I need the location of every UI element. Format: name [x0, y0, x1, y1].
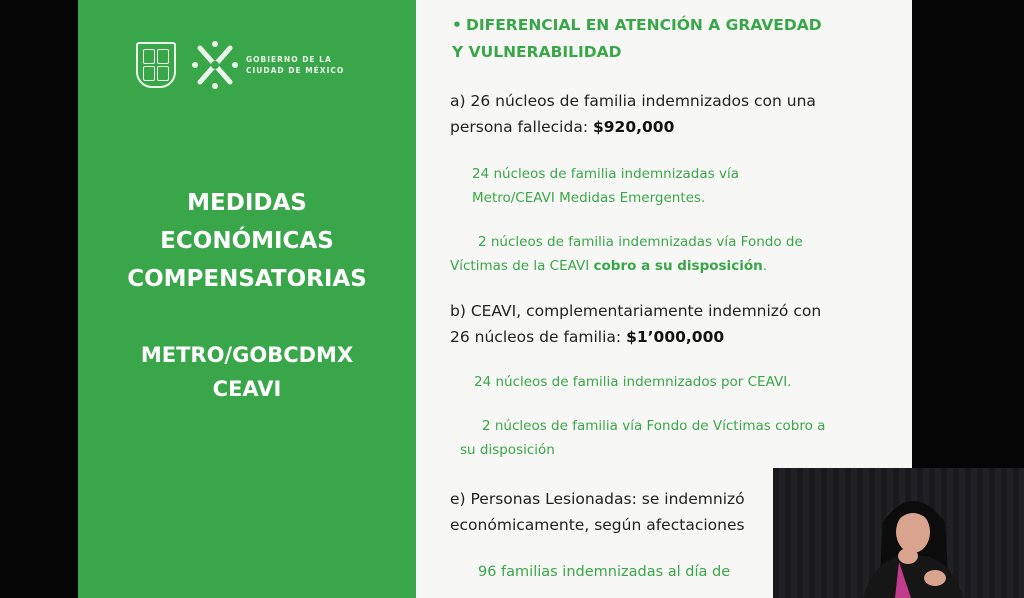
item-a: a) 26 núcleos de familia indemnizados con una persona fallecida: $920,000 [450, 92, 816, 136]
cdmx-crest-icon [136, 42, 176, 88]
item-e-sub-1: 96 familias indemnizadas al día de [478, 564, 731, 580]
sign-language-interpreter-video [773, 468, 1024, 598]
item-b: b) CEAVI, complementariamente indemnizó con 26 núcleos de familia: $1’000,000 [450, 302, 822, 346]
item-e: e) Personas Lesionadas: se indemnizó económicamente, según afectaciones [450, 490, 745, 534]
section-heading: • DIFERENCIAL EN ATENCIÓN A GRAVEDAD Y VULNERABILIDAD [452, 12, 902, 66]
government-logos [136, 38, 366, 98]
item-a-sub-2: 2 núcleos de familia indemnizadas vía Fondo de Víctimas de la CEAVI cobro a su disposición. [450, 234, 803, 274]
cdmx-logo-icon [190, 38, 240, 92]
item-b-sub-2: 2 núcleos de familia vía Fondo de Víctimas cobro a su disposición [460, 418, 826, 458]
slide-subtitle: METRO/GOBCDMX CEAVI [140, 343, 354, 401]
bullet-icon: • [452, 16, 462, 34]
slide-left-panel [78, 0, 416, 598]
slide-title: MEDIDAS ECONÓMICAS COMPENSATORIAS [127, 190, 367, 292]
item-a-sub-1: 24 núcleos de familia indemnizadas vía Metro/CEAVI Medidas Emergentes. [472, 166, 739, 206]
government-label: GOBIERNO DE LA CIUDAD DE MÉXICO [246, 55, 345, 75]
interpreter-figure [853, 482, 973, 598]
item-b-amount: $1’000,000 [626, 328, 725, 346]
item-b-sub-1: 24 núcleos de familia indemnizados por CEAVI. [474, 374, 792, 390]
item-a-amount: $920,000 [592, 118, 675, 136]
